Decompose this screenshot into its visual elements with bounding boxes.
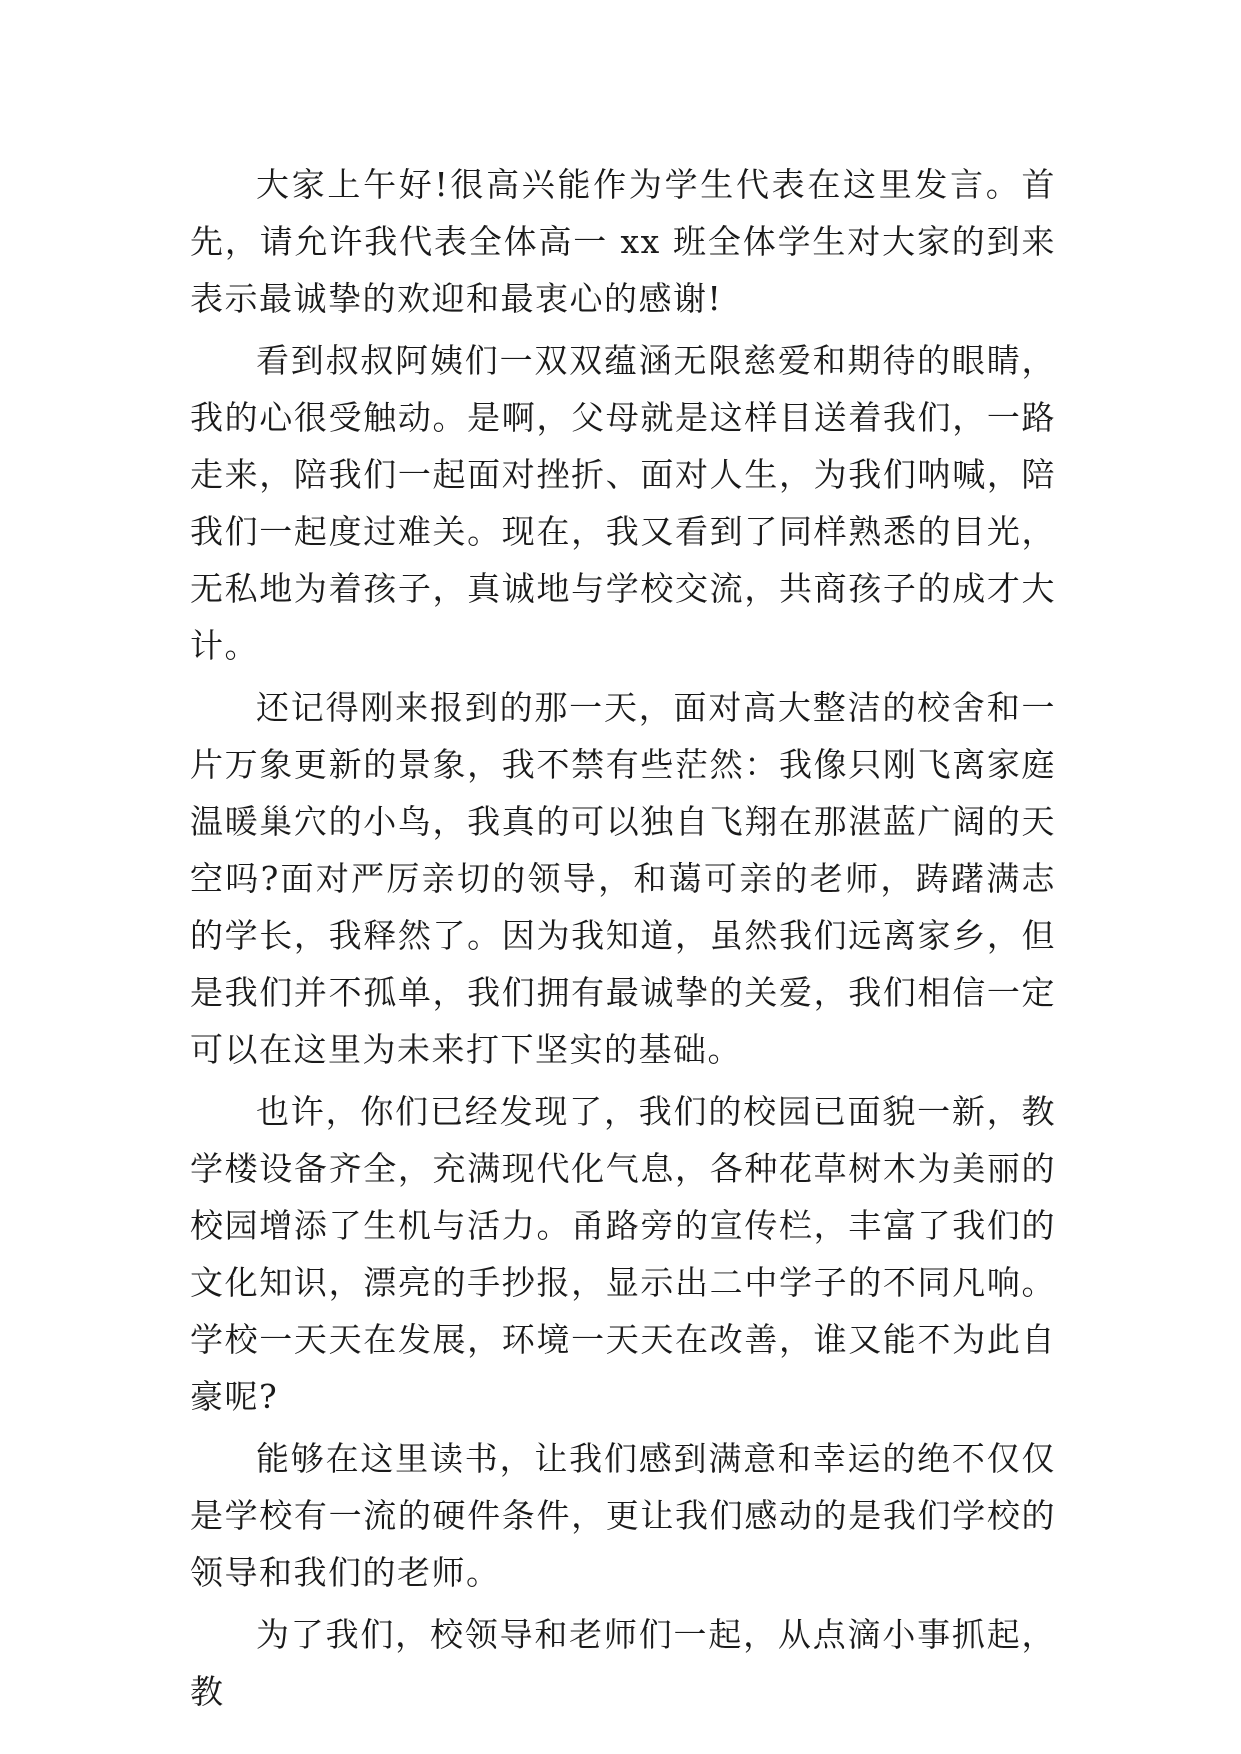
paragraph-3: 还记得刚来报到的那一天，面对高大整洁的校舍和一片万象更新的景象，我不禁有些茫然：我像只刚飞离家庭温暖巢穴的小鸟，我真的可以独自飞翔在那湛蓝广阔的天空吗?面对严厉亲切的领导，和蔼可亲的老师，踌躇满志的学长，我释然了。因为我知道，虽然我们远离家乡，但是我们并不孤单，我们拥有最诚挚的关爱，我们相信一定可以在这里为未来打下坚实的基础。	[190, 688, 1056, 1069]
paragraph-6: 为了我们，校领导和老师们一起，从点滴小事抓起，教	[190, 1615, 1056, 1711]
document-body	[190, 156, 1056, 1725]
paragraph-4: 也许，你们已经发现了，我们的校园已面貌一新，教学楼设备齐全，充满现代化气息，各种花草树木为美丽的校园增添了生机与活力。甬路旁的宣传栏，丰富了我们的文化知识，漂亮的手抄报，显示出二中学子的不同凡响。学校一天天在发展，环境一天天在改善，谁又能不为此自豪呢?	[190, 1092, 1056, 1416]
paragraph-1: 大家上午好!很高兴能作为学生代表在这里发言。首先，请允许我代表全体高一 xx 班全体学生对大家的到来表示最诚挚的欢迎和最衷心的感谢!	[190, 165, 1056, 318]
paragraph-5: 能够在这里读书，让我们感到满意和幸运的绝不仅仅是学校有一流的硬件条件，更让我们感动的是我们学校的领导和我们的老师。	[190, 1439, 1056, 1592]
paragraph-2: 看到叔叔阿姨们一双双蕴涵无限慈爱和期待的眼睛，我的心很受触动。是啊，父母就是这样目送着我们，一路走来，陪我们一起面对挫折、面对人生，为我们呐喊，陪我们一起度过难关。现在，我又看到了同样熟悉的目光，无私地为着孩子，真诚地与学校交流，共商孩子的成才大计。	[190, 341, 1056, 665]
